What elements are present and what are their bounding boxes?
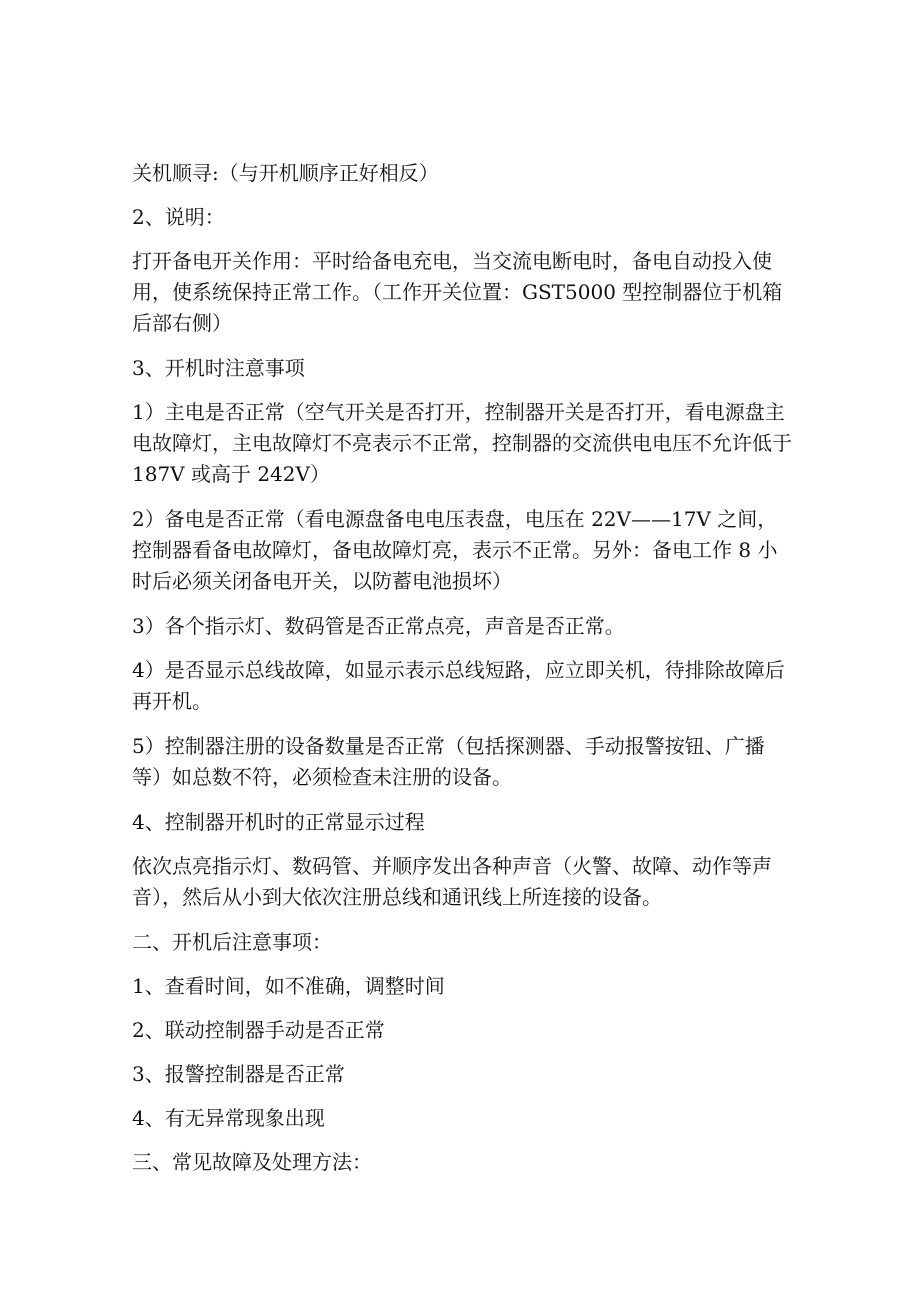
alarm-controller-item: 3、报警控制器是否正常 bbox=[132, 1062, 345, 1086]
section-3-heading: 3、开机时注意事项 bbox=[132, 356, 305, 380]
backup-power-check: 2）备电是否正常（看电源盘备电电压表盘，电压在 22V——17V 之间，控制器看备电故障灯，备电故障灯亮，表示不正常。另外：备电工作 8 小时后必须关闭备电开关，以防蓄电池损坏） bbox=[132, 507, 778, 593]
section-2-heading: 2、说明： bbox=[132, 205, 225, 229]
backup-power-paragraph: 打开备电开关作用：平时给备电充电，当交流电断电时，备电自动投入使用，使系统保持正常工作。（工作开关位置：GST5000 型控制器位于机箱后部右侧） bbox=[132, 249, 783, 335]
linkage-controller-item: 2、联动控制器手动是否正常 bbox=[132, 1018, 385, 1042]
common-faults-heading: 三、常见故障及处理方法： bbox=[132, 1150, 372, 1174]
shutdown-order-line: 关机顺寻:（与开机顺序正好相反） bbox=[132, 161, 439, 185]
document-body bbox=[132, 158, 792, 1191]
abnormal-phenomena-item: 4、有无异常现象出现 bbox=[132, 1106, 325, 1130]
section-4-heading: 4、控制器开机时的正常显示过程 bbox=[132, 810, 425, 834]
startup-display-paragraph: 依次点亮指示灯、数码管、并顺序发出各种声音（火警、故障、动作等声音），然后从小到大依次注册总线和通讯线上所连接的设备。 bbox=[132, 854, 772, 909]
after-startup-heading: 二、开机后注意事项： bbox=[132, 930, 332, 954]
main-power-check: 1）主电是否正常（空气开关是否打开，控制器开关是否打开，看电源盘主电故障灯，主电故障灯不亮表示不正常，控制器的交流供电电压不允许低于 187V 或高于 242V） bbox=[132, 400, 792, 486]
check-time-item: 1、查看时间，如不准确，调整时间 bbox=[132, 974, 445, 998]
bus-fault-check: 4）是否显示总线故障，如显示表示总线短路，应立即关机，待排除故障后再开机。 bbox=[132, 658, 785, 713]
indicator-check: 3）各个指示灯、数码管是否正常点亮，声音是否正常。 bbox=[132, 614, 625, 638]
device-count-check: 5）控制器注册的设备数量是否正常（包括探测器、手动报警按钮、广播等）如总数不符，必须检查未注册的设备。 bbox=[132, 734, 765, 789]
